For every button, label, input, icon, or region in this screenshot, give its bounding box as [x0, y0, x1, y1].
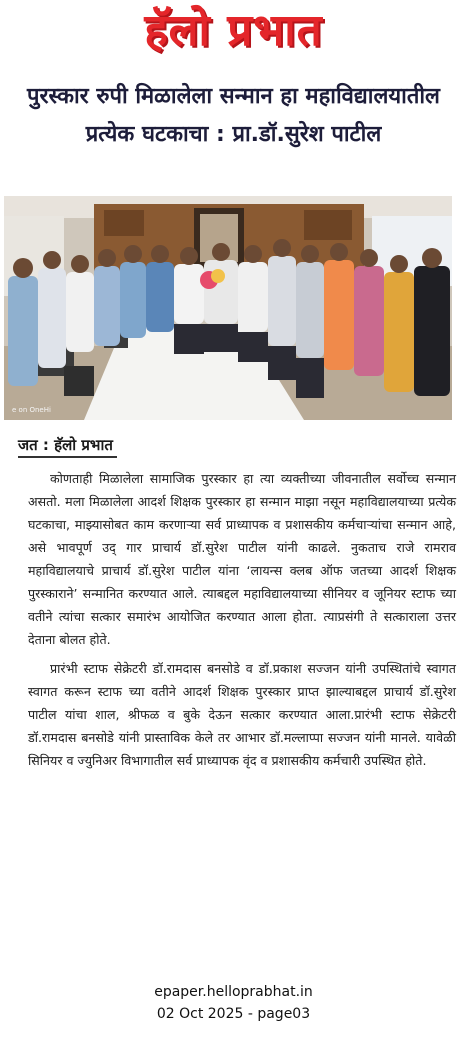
article-headline — [10, 78, 457, 154]
footer-date-page: 02 Oct 2025 - page03 — [156, 1006, 311, 1022]
group-photo-illustration — [4, 196, 452, 420]
headline-line-1: पुरस्कार रुपी मिळालेला सन्मान हा महाविद्यालयातील — [27, 84, 440, 109]
article-body — [28, 467, 456, 778]
masthead — [0, 0, 467, 66]
article-paragraph-2: प्रारंभी स्टाफ सेक्रेटरी डॉ.रामदास बनसोडे व डॉ.प्रकाश सज्जन यांनी उपस्थितांचे स्वागत स्वागत करून स्टाफ च्या वतीने आदर्श शिक्षक पुरस्कार प्राप्त झाल्याबद्दल प्राचार्य डॉ.सुरेश पाटील यांचा शाल, श्रीफळ व बुके देऊन सत्कार करण्यात आला.प्रारंभी स्टाफ सेक्रेटरी डॉ.रामदास बनसोडे यांनी प्रास्ताविक केले तर आभार डॉ.मल्लाप्पा सज्जन यांनी मानले. यावेळी सिनियर व ज्युनिअर विभागातील सर्व प्राध्यापक वृंद व प्रशासकीय कर्मचारी उपस्थित होते. — [28, 661, 456, 768]
footer-url: epaper.helloprabhat.in — [154, 984, 313, 1000]
article-dateline: जत : हॅलो प्रभात — [18, 434, 117, 458]
article-paragraph-1: कोणताही मिळालेला सामाजिक पुरस्कार हा त्या व्यक्तीच्या जीवनातील सर्वोच्च सन्मान असतो. मला मिळालेला आदर्श शिक्षक पुरस्कार हा सन्मान माझा नसून महाविद्यालयाच्या प्रत्येक घटकाचा, माझ्यासोबत काम करणाऱ्या सर्व प्राध्यापक व प्रशासकीय कर्मचाऱ्यांचा सन्मान आहे, असे भावपूर्ण उद् गार प्राचार्य डॉ.सुरेश पाटील यांनी काढले. नुकताच राजे रामराव महाविद्यालयाचे प्राचार्य डॉ.सुरेश पाटील यांना ‘लायन्स क्लब ऑफ जतच्या आदर्श शिक्षक पुरस्काराने’ सन्मानित करण्यात आले. त्याबद्दल महाविद्यालयाच्या सीनियर व जूनियर स्टाफ च्या वतीने त्यांचा सत्कार समारंभ आयोजित करण्यात आला होता. त्याप्रसंगी ते सत्काराला उत्तर देताना बोलत होते. — [28, 471, 456, 647]
headline-line-2: प्रत्येक घटकाचा : प्रा.डॉ.सुरेश पाटील — [85, 122, 382, 147]
article-photo — [4, 196, 452, 420]
newspaper-title: हॅलो प्रभात — [144, 5, 323, 56]
page-footer — [0, 981, 467, 1025]
photo-watermark: e on OneHi — [12, 406, 51, 414]
